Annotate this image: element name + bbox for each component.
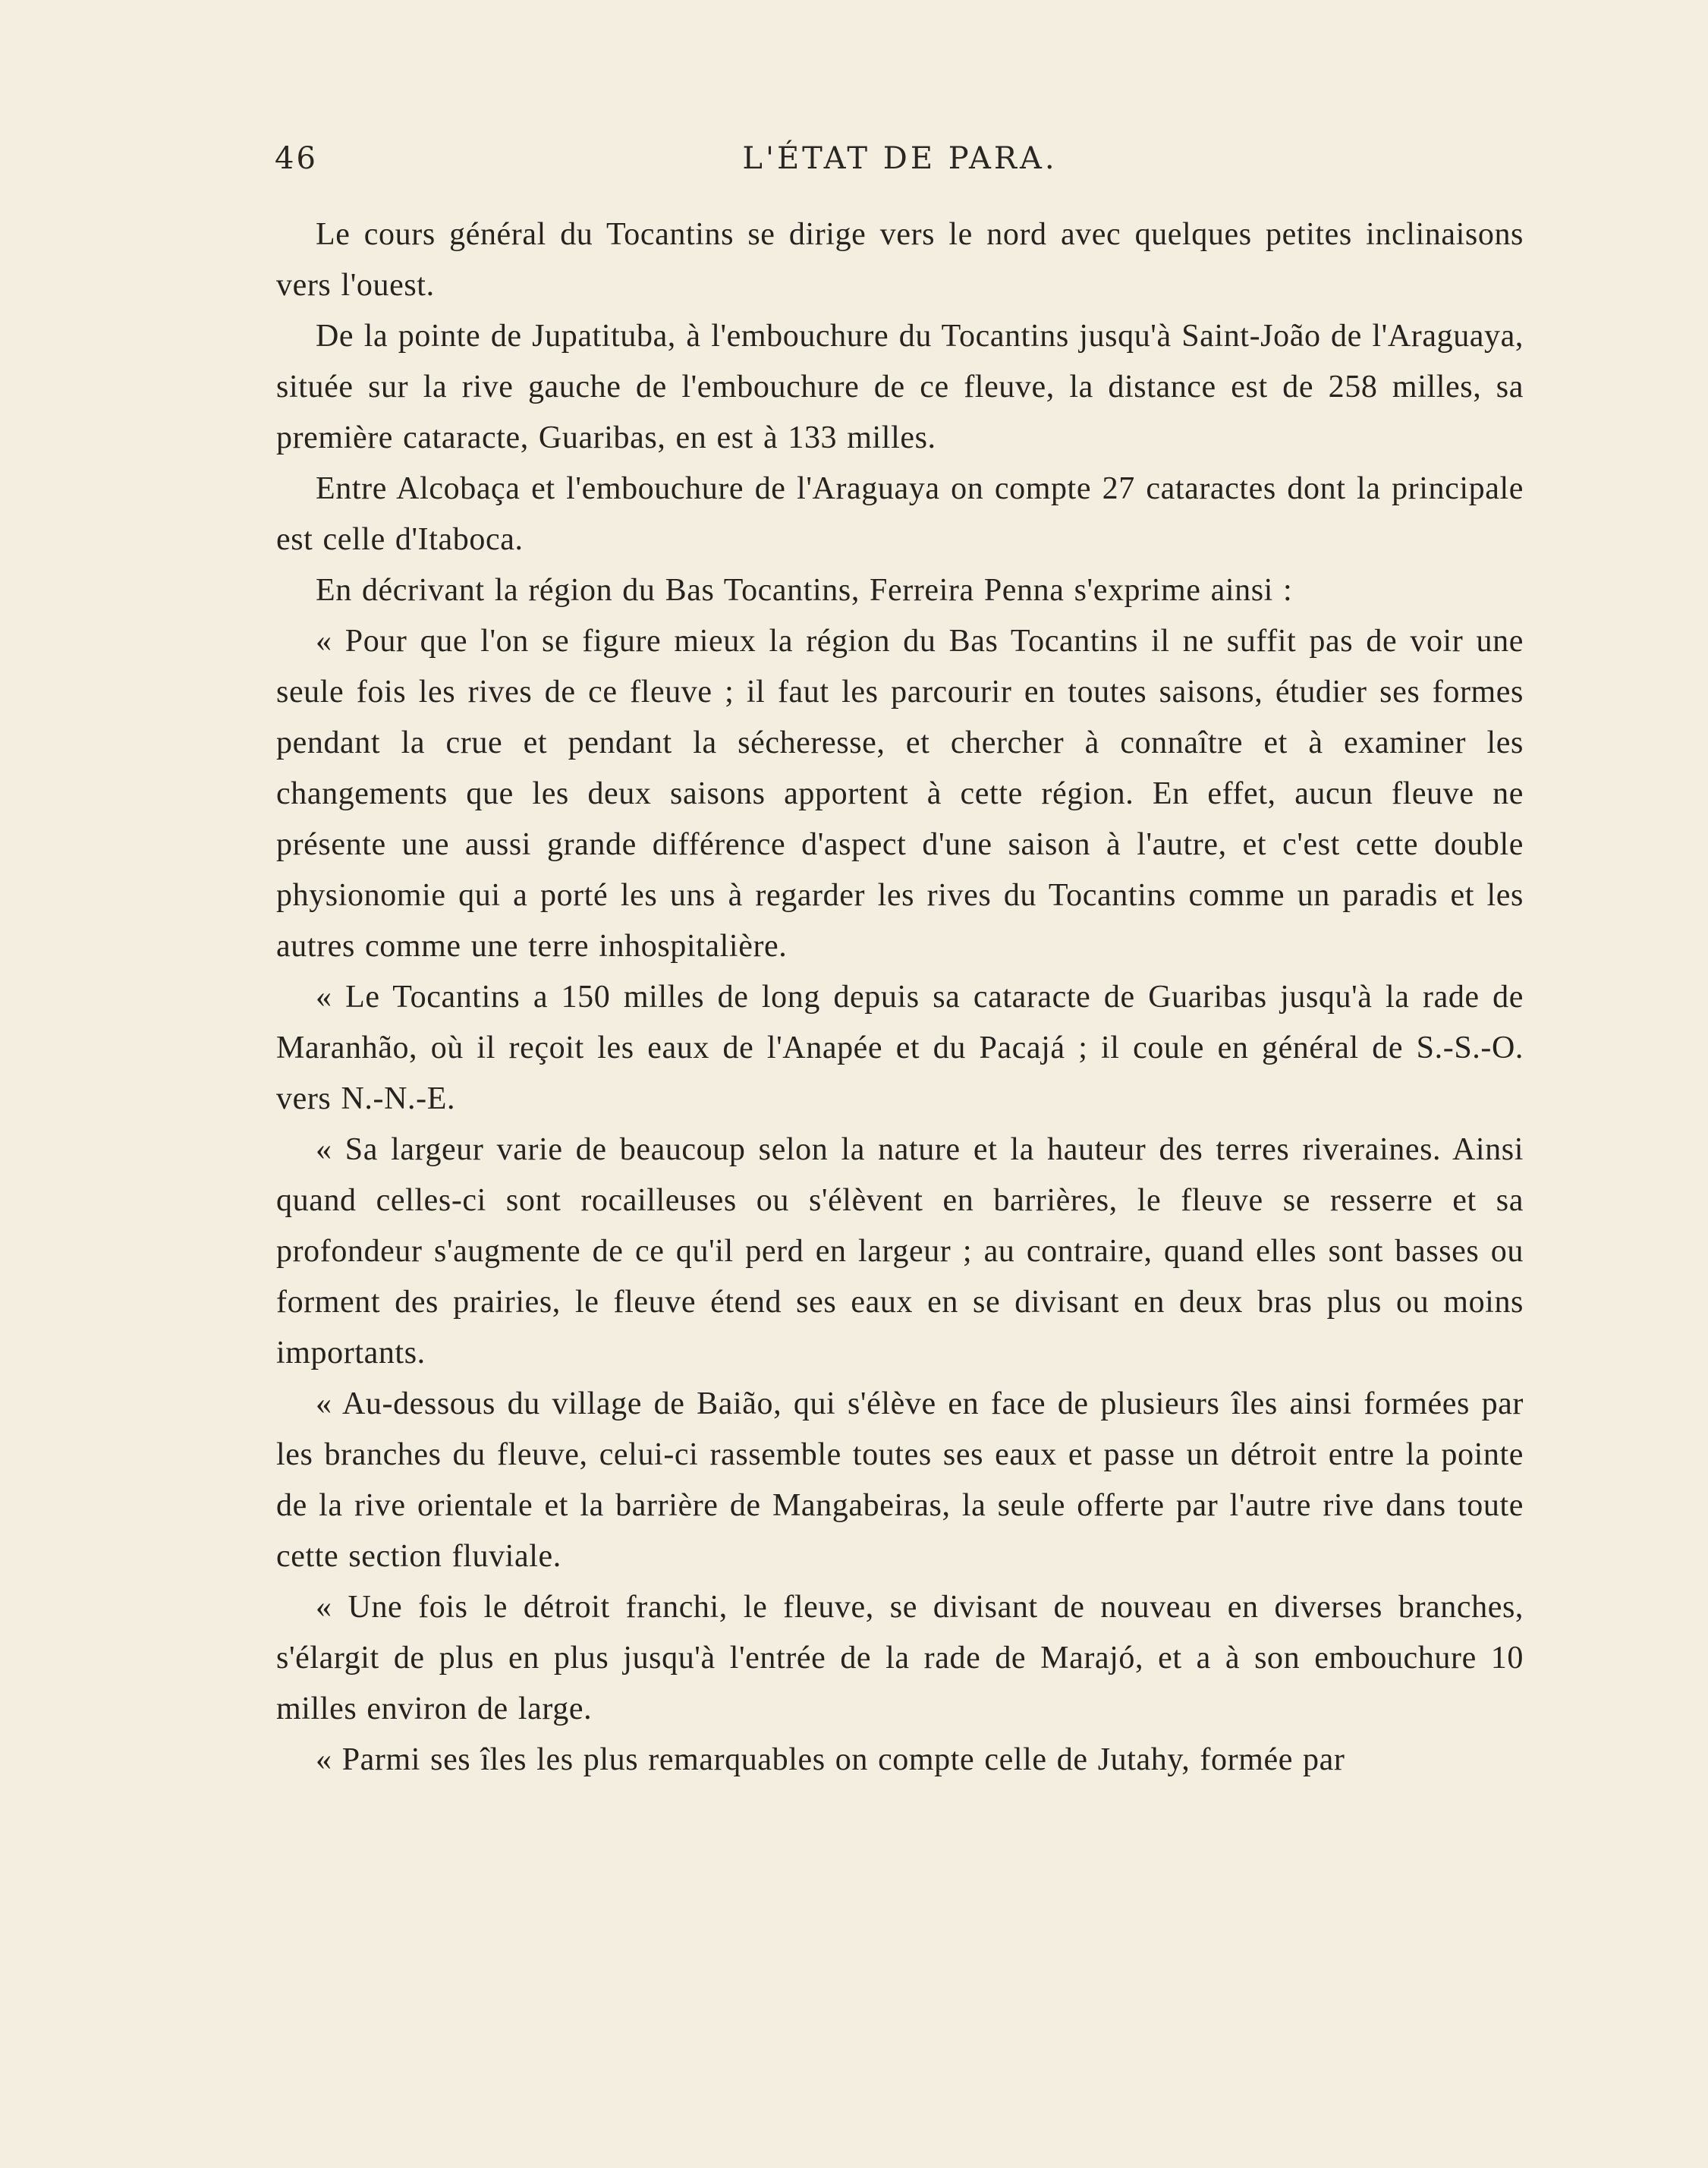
paragraph: « Au-dessous du village de Baião, qui s'élève en face de plusieurs îles ainsi formées par les branches du fleuve, celui-ci rassemble toutes ses eaux et passe un détroit entre la pointe de la rive orientale et la barrière de Mangabeiras, la seule offerte par l'autre rive dans toute cette section fluviale.	[276, 1386, 1524, 1574]
paragraph: Le cours général du Tocantins se dirige vers le nord avec quelques petites inclinaisons vers l'ouest.	[276, 217, 1524, 303]
paragraph: En décrivant la région du Bas Tocantins, Ferreira Penna s'exprime ainsi :	[316, 573, 1293, 608]
running-title: L'ÉTAT DE PARA.	[742, 141, 1058, 176]
paragraph: De la pointe de Jupatituba, à l'embouchure du Tocantins jusqu'à Saint-João de l'Araguaya, située sur la rive gauche de l'embouchure de ce fleuve, la distance est de 258 milles, sa première cataracte, Guaribas, en est à 133 milles.	[276, 319, 1524, 455]
page-header	[275, 141, 1525, 187]
paragraph: « Parmi ses îles les plus remarquables on compte celle de Jutahy, formée par	[316, 1742, 1345, 1777]
paragraph: « Le Tocantins a 150 milles de long depuis sa cataracte de Guaribas jusqu'à la rade de Maranhão, où il reçoit les eaux de l'Anapée et du Pacajá ; il coule en général de S.-S.-O. vers N.-N.-E.	[276, 980, 1524, 1116]
paragraph: « Une fois le détroit franchi, le fleuve, se divisant de nouveau en diverses branches, s'élargit de plus en plus jusqu'à l'entrée de la rade de Marajó, et a à son embouchure 10 milles environ de large.	[276, 1590, 1524, 1726]
body-text	[276, 209, 1524, 1786]
page-number: 46	[275, 141, 318, 176]
paragraph: Entre Alcobaça et l'embouchure de l'Araguaya on compte 27 cataractes dont la principale est celle d'Itaboca.	[276, 471, 1524, 557]
paragraph: « Sa largeur varie de beaucoup selon la nature et la hauteur des terres riveraines. Ainsi quand celles-ci sont rocailleuses ou s'élèvent en barrières, le fleuve se resserre et sa profondeur s'augmente de ce qu'il perd en largeur ; au contraire, quand elles sont basses ou forment des prairies, le fleuve étend ses eaux en se divisant en deux bras plus ou moins importants.	[276, 1132, 1524, 1370]
paragraph: « Pour que l'on se figure mieux la région du Bas Tocantins il ne suffit pas de voir une seule fois les rives de ce fleuve ; il faut les parcourir en toutes saisons, étudier ses formes pendant la crue et pendant la sécheresse, et chercher à connaître et à examiner les changements que les deux saisons apportent à cette région. En effet, aucun fleuve ne présente une aussi grande différence d'aspect d'une saison à l'autre, et c'est cette double physionomie qui a porté les uns à regarder les rives du Tocantins comme un paradis et les autres comme une terre inhospitalière.	[276, 624, 1524, 964]
